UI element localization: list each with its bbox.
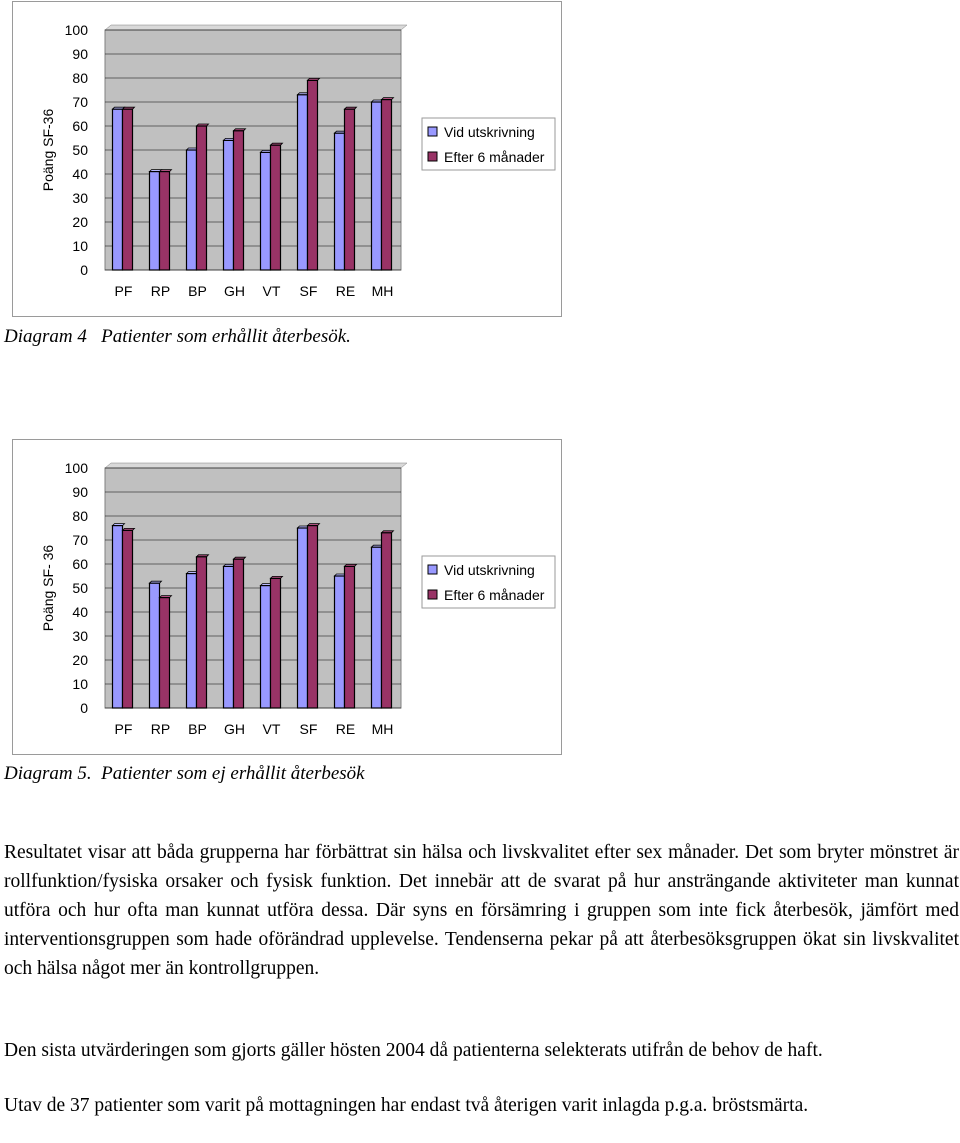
bar-efter-6-månader-gh (234, 559, 244, 708)
bar-vid-utskrivning-pf (113, 109, 123, 270)
bar-vid-utskrivning-bp (187, 574, 197, 708)
legend-swatch (428, 590, 437, 599)
bar-vid-utskrivning-mh (372, 547, 382, 708)
bar-efter-6-månader-pf (123, 109, 133, 270)
x-tick-label: MH (371, 283, 394, 299)
bar-efter-6-månader-re (345, 109, 355, 270)
y-tick-label: 70 (72, 94, 88, 110)
y-tick-label: 20 (72, 214, 88, 230)
bar-efter-6-månader-pf (123, 530, 133, 708)
bar-vid-utskrivning-rp (150, 583, 160, 708)
y-axis-label: Poäng SF- 36 (40, 544, 56, 632)
bar-efter-6-månader-sf (308, 526, 318, 708)
bar-vid-utskrivning-sf (298, 528, 308, 708)
bar-efter-6-månader-vt (271, 145, 281, 270)
bar-efter-6-månader-gh (234, 131, 244, 270)
x-tick-label: GH (224, 721, 245, 737)
bar-chart-diagram-4 (12, 1, 562, 317)
y-tick-label: 0 (80, 262, 88, 278)
x-tick-label: PF (114, 721, 133, 737)
x-tick-label: PF (114, 283, 133, 299)
y-tick-label: 30 (72, 190, 88, 206)
y-tick-label: 80 (72, 508, 88, 524)
y-axis-label: Poäng SF-36 (40, 108, 56, 192)
x-tick-label: SF (299, 721, 318, 737)
y-tick-label: 20 (72, 652, 88, 668)
x-tick-label: RE (335, 721, 356, 737)
plot-wall-top (105, 463, 407, 468)
x-tick-label: VT (262, 721, 281, 737)
y-tick-label: 40 (72, 604, 88, 620)
legend-label: Vid utskrivning (444, 124, 535, 140)
y-tick-label: 90 (72, 484, 88, 500)
bar-efter-6-månader-rp (160, 172, 170, 270)
legend-swatch (428, 152, 437, 161)
plot-wall-top (105, 25, 407, 30)
y-tick-label: 70 (72, 532, 88, 548)
bar-efter-6-månader-re (345, 566, 355, 708)
y-tick-label: 90 (72, 46, 88, 62)
y-tick-label: 50 (72, 580, 88, 596)
y-tick-label: 10 (72, 676, 88, 692)
paragraph-results: Resultatet visar att båda grupperna har förbättrat sin hälsa och livskvalitet efter sex månader. Det som bryter mönstret är rollfunktion/fysiska orsaker och fysisk funktion. Det innebär att de svarat på hur ansträngande aktiviteter man kunnat utföra och hur ofta man kunnat utföra dessa. Där syns en försämring i gruppen som inte fick återbesök, jämfört med interventionsgruppen som hade oförändrad upplevelse. Tendenserna pekar på att återbesöksgruppen ökat sin livskvalitet och hälsa något mer än kontrollgruppen. (4, 842, 959, 979)
bar-vid-utskrivning-vt (261, 152, 271, 270)
y-tick-label: 80 (72, 70, 88, 86)
y-tick-label: 100 (64, 22, 88, 38)
bar-vid-utskrivning-re (335, 576, 345, 708)
legend-label: Vid utskrivning (444, 562, 535, 578)
caption-diagram-4: Diagram 4 Patienter som erhållit återbesök. (4, 326, 351, 347)
x-tick-label: MH (371, 721, 394, 737)
legend-label: Efter 6 månader (444, 587, 545, 603)
y-tick-label: 50 (72, 142, 88, 158)
bar-vid-utskrivning-gh (224, 566, 234, 708)
y-tick-label: 0 (80, 700, 88, 716)
x-tick-label: RE (335, 283, 356, 299)
x-tick-label: BP (188, 283, 207, 299)
bar-efter-6-månader-mh (382, 100, 392, 270)
bar-efter-6-månader-rp (160, 598, 170, 708)
paragraph-readmissions: Utav de 37 patienter som varit på mottagningen har endast två återigen varit inlagda p.g.a. bröstsmärta. (4, 1095, 809, 1116)
x-tick-label: RP (150, 283, 171, 299)
bar-vid-utskrivning-bp (187, 150, 197, 270)
bar-vid-utskrivning-mh (372, 102, 382, 270)
legend-label: Efter 6 månader (444, 149, 545, 165)
x-tick-label: VT (262, 283, 281, 299)
bar-vid-utskrivning-pf (113, 526, 123, 708)
y-tick-label: 40 (72, 166, 88, 182)
paragraph-last-evaluation: Den sista utvärderingen som gjorts gäller hösten 2004 då patienterna selekterats utifrån de behov de haft. (4, 1040, 823, 1061)
bar-efter-6-månader-vt (271, 578, 281, 708)
bar-efter-6-månader-bp (197, 126, 207, 270)
y-tick-label: 10 (72, 238, 88, 254)
bar-vid-utskrivning-vt (261, 586, 271, 708)
legend-swatch (428, 565, 437, 574)
chart-svg (13, 440, 563, 756)
y-tick-label: 100 (64, 460, 88, 476)
legend-swatch (428, 127, 437, 136)
y-tick-label: 60 (72, 118, 88, 134)
x-tick-label: RP (150, 721, 171, 737)
bar-efter-6-månader-bp (197, 557, 207, 708)
bar-efter-6-månader-mh (382, 533, 392, 708)
bar-vid-utskrivning-re (335, 133, 345, 270)
bar-efter-6-månader-sf (308, 80, 318, 270)
y-tick-label: 60 (72, 556, 88, 572)
caption-diagram-5: Diagram 5. Patienter som ej erhållit återbesök (4, 763, 365, 784)
x-tick-label: GH (224, 283, 245, 299)
y-tick-label: 30 (72, 628, 88, 644)
bar-vid-utskrivning-sf (298, 95, 308, 270)
bar-vid-utskrivning-rp (150, 172, 160, 270)
x-tick-label: SF (299, 283, 318, 299)
chart-svg (13, 2, 563, 318)
bar-vid-utskrivning-gh (224, 140, 234, 270)
bar-chart-diagram-5 (12, 439, 562, 755)
x-tick-label: BP (188, 721, 207, 737)
